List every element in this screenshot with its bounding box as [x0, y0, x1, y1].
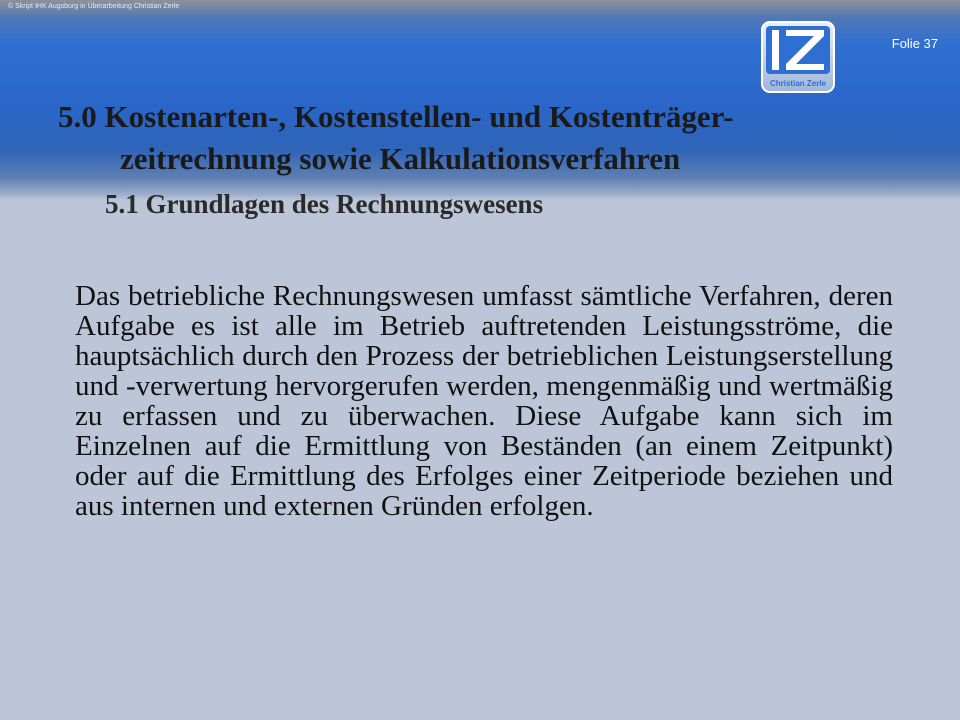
slide-title	[58, 96, 918, 180]
christian-zerle-logo	[760, 20, 836, 94]
slide-subtitle: 5.1 Grundlagen des Rechnungswesens	[105, 189, 544, 219]
slide-number: Folie 37	[891, 36, 938, 51]
logo-graphic	[760, 20, 836, 94]
title-line-2: zeitrechnung sowie Kalkulationsverfahren	[120, 141, 681, 176]
title-line-1: 5.0 Kostenarten-, Kostenstellen- und Kostenträger-	[58, 99, 734, 134]
logo-text: Christian Zerle	[769, 79, 827, 88]
copyright-note: © Skript IHK Augsburg in Überarbeitung Christian Zerle	[8, 3, 180, 10]
body-paragraph: Das betriebliche Rechnungswesen umfasst sämtliche Verfahren, deren Aufgabe es ist alle im Betrieb auftretenden Leistungsströme, die hauptsächlich durch den Prozess der betrieblichen Leistungserstellung und -verwertung hervorgerufen werden, mengenmäßig und wertmäßig zu erfassen und zu überwachen. Diese Aufgabe kann sich im Einzelnen auf die Ermittlung von Beständen (an einem Zeitpunkt) oder auf die Ermittlung des Erfolges einer Zeitperiode beziehen und aus internen und externen Gründen erfolgen.	[75, 280, 893, 522]
